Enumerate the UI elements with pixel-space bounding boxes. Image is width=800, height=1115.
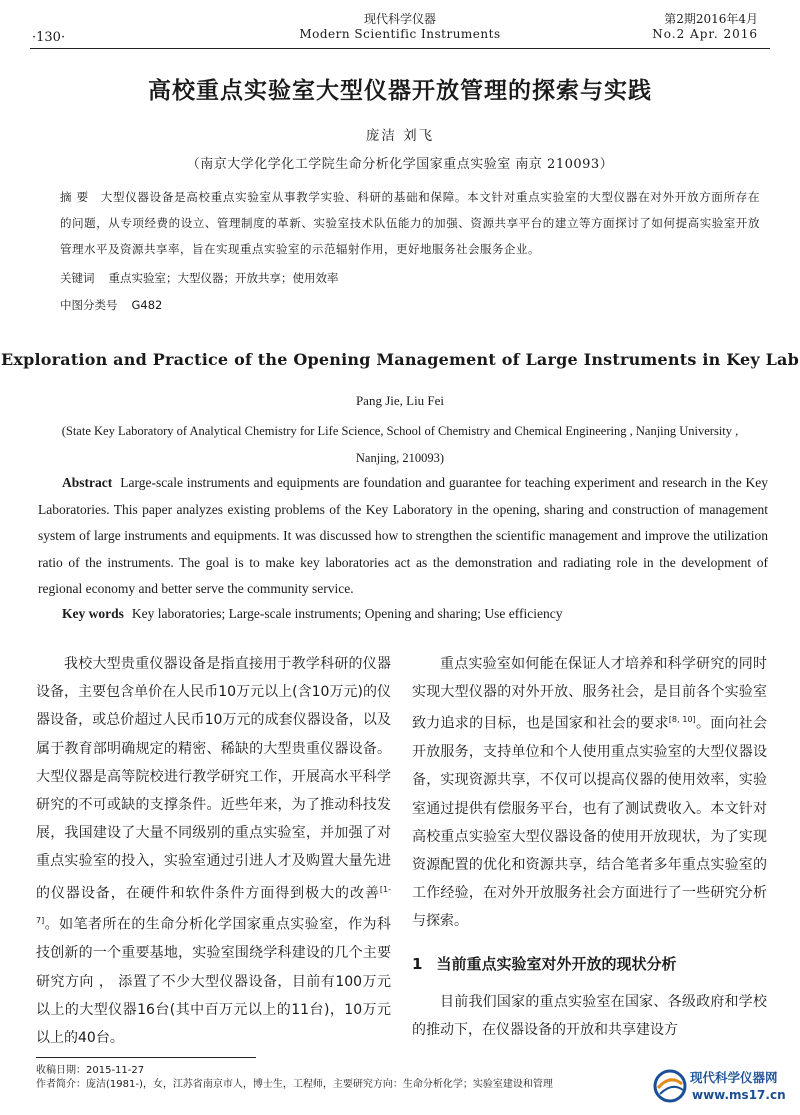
section-title: 当前重点实验室对外开放的现状分析 (436, 954, 677, 973)
body-paragraph (412, 650, 767, 936)
keywords-en-text: Key laboratories; Large-scale instruments; Opening and sharing; Use efficiency (131, 606, 563, 621)
authors-cn: 庞洁 刘飞 (365, 128, 435, 144)
abstract-cn-text: 大型仪器设备是高校重点实验室从事教学实验、科研的基础和保障。本文针对重点实验室的大型仪器在对外开放方面所存在的问题，从专项经费的设立、管理制度的革新、实验室技术队伍能力的加强、资源共享平台的建立等方面探讨了如何提高实验室开放管理水平及资源共享率，旨在实现重点实验室的示范辐射作用，更好地服务社会服务企业。 (60, 190, 760, 256)
watermark-logo-icon (652, 1068, 688, 1104)
section-number: 1 (412, 954, 423, 973)
page-number: ·130· (32, 30, 66, 45)
body-right-column (412, 650, 767, 1044)
authors-en: Pang Jie, Liu Fei (355, 393, 445, 408)
keywords-en (62, 606, 562, 622)
body-paragraph: 目前我们国家的重点实验室在国家、各级政府和学校的推动下，在仪器设备的开放和共享建设方 (412, 993, 767, 1039)
issue-cn: 第2期2016年4月 (664, 12, 758, 26)
journal-name-cn: 现代科学仪器 (363, 12, 436, 26)
keywords-cn-label: 关键词 (60, 271, 95, 285)
citation: [8, 10] (668, 715, 696, 725)
affiliation-en-line1: (State Key Laboratory of Analytical Chemistry for Life Science, School of Chemistry and Chemical Engineering , Nanjing University , (61, 424, 739, 438)
abstract-en-text: Large-scale instruments and equipments are foundation and guarantee for teaching experiment and research in the Key Laboratories. This paper analyzes existing problems of the Key Laboratory in the opening, sharing and construction of management system of large instruments and equipments. It was discussed how to strengthen the scientific management and improve the utilization ratio of the instruments. The goal is to make key laboratories act as the demonstration and radiating role in the development of regional economy and better serve the community service. (38, 475, 768, 596)
classification-code: G482 (131, 298, 163, 312)
affiliation-cn: （南京大学化学化工学院生命分析化学国家重点实验室 南京 210093） (186, 157, 614, 172)
journal-name-en: Modern Scientific Instruments (299, 27, 501, 41)
section-heading (412, 950, 767, 978)
paper-title-cn: 高校重点实验室大型仪器开放管理的探索与实践 (148, 78, 652, 104)
received-date: 收稿日期：2015-11-27 (36, 1065, 145, 1076)
citation: [1-7] (36, 884, 391, 926)
author-bio: 作者简介：庞洁(1981-)，女，江苏省南京市人，博士生，工程师，主要研究方向：生命分析化学；实验室建设和管理 (36, 1079, 553, 1090)
keywords-cn-text: 重点实验室；大型仪器；开放共享；使用效率 (108, 271, 339, 285)
abstract-en-label: Abstract (62, 475, 113, 490)
header-rule (30, 48, 770, 49)
body-paragraph (36, 650, 391, 1052)
body-text: 我校大型贵重仪器设备是指直接用于教学科研的仪器设备，主要包含单价在人民币10万元以上(含10万元)的仪器设备，或总价超过人民币10万元的成套仪器设备，以及属于教育部明确规定的精密、稀缺的大型贵重仪器设备。 大型仪器是高等院校进行教学研究工作，开展高水平科学研究的不可或缺的支撑条件。近些年来，为了推动科技发展，我国建设了大量不同级别的重点实验室，并加强了对重点实验室的投入，实验室通过引进人才及购置大量先进的仪器设备，在硬件和软件条件方面得到极大的改善 (36, 656, 391, 902)
watermark-name: 现代科学仪器网 (690, 1070, 778, 1085)
affiliation-en (20, 418, 780, 472)
abstract-en (38, 470, 768, 603)
body-text: 。如笔者所在的生命分析化学国家重点实验室，作为科技创新的一个重要基地，实验室围绕学科建设的几个主要研究方向 ， 添置了不少大型仪器设备，目前有100万元以上的大型仪器16台(其中百万元以上的11台)，10万元以上的40台。 (36, 917, 391, 1046)
footnote-rule (36, 1057, 256, 1058)
classification (60, 297, 162, 313)
issue-en: No.2 Apr. 2016 (652, 27, 758, 41)
keywords-cn (60, 270, 339, 286)
keywords-en-label: Key words (62, 606, 124, 621)
body-text: 重点实验室如何能在保证人才培养和科学研究的同时实现大型仪器的对外开放、服务社会，是目前各个实验室致力追求的目标，也是国家和社会的要求 (412, 656, 767, 733)
abstract-cn (60, 184, 760, 262)
paper-title-en: Exploration and Practice of the Opening Management of Large Instruments in Key Lab (0, 350, 800, 369)
watermark-url: www.ms17.cn (692, 1088, 786, 1102)
affiliation-en-line2: Nanjing, 210093) (355, 451, 445, 465)
watermark (650, 1064, 790, 1108)
body-left-column (36, 650, 391, 1052)
abstract-cn-label: 摘 要 (60, 190, 89, 204)
body-text: 。面向社会开放服务，支持单位和个人使用重点实验室的大型仪器设备，实现资源共享，不仅可以提高仪器的使用效率，实验室通过提供有偿服务平台，也有了测试费收入。本文针对高校重点实验室大型仪器设备的使用开放现状，为了实现资源配置的优化和资源共享，结合笔者多年重点实验室的工作经验，在对外开放服务社会方面进行了一些研究分析与探索。 (412, 716, 768, 930)
classification-label: 中图分类号 (60, 298, 118, 312)
